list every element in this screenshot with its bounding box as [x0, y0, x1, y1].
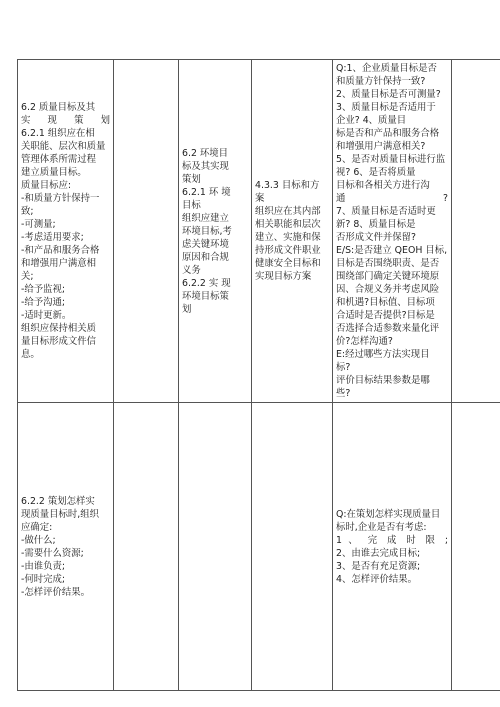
clause-line: 实现目标方案	[255, 271, 312, 282]
clause-line: 案	[255, 193, 265, 204]
question-line: 否选择合适参数来量化评	[336, 323, 440, 334]
question-line: 和质量方针保持一致?	[336, 76, 426, 87]
table-row	[18, 60, 500, 403]
clause-line: -由谁负责;	[21, 560, 66, 572]
clause-line: 建立、实施和保	[255, 232, 321, 243]
clause-line: 6.2.1 组织应在相	[21, 128, 95, 139]
clause-line: 持形成文件职业	[255, 245, 321, 256]
clause-line: 和增强用户满意相	[21, 258, 97, 269]
clause-line: 6.2.1 环 境	[182, 186, 231, 198]
empty-cell	[452, 403, 500, 691]
clause-line: 现质量目标时,组织	[21, 508, 99, 520]
clause-line: 义务	[182, 264, 201, 276]
question-line: 标?	[336, 362, 351, 373]
audit-checklist-table	[17, 59, 500, 691]
clause-line: 环境目标策	[182, 290, 229, 302]
clause-line: 6.2 环境目	[182, 147, 229, 159]
clause-line: -给予监视;	[21, 284, 66, 295]
clause-line: 组织应保持相关质	[21, 323, 97, 334]
empty-cell	[179, 403, 252, 691]
question-line: 价?怎样沟通?	[336, 336, 393, 347]
question-line: 因、合规义务并考虑风险	[336, 284, 440, 295]
empty-cell	[252, 403, 333, 691]
clause-line: -做什么;	[21, 534, 56, 546]
clause-line: 息。	[21, 349, 40, 360]
clause-line: 质量目标应:	[21, 180, 72, 191]
question-line: 2、质量目标是否可测量?	[336, 89, 441, 100]
question-line: 目标和各相关方进行沟	[336, 180, 430, 191]
clause-line: -需要什么资源;	[21, 547, 84, 559]
clause-line: 组织应在其内部	[255, 206, 321, 217]
question-line: 1 、 完 成 时 限 ;	[336, 534, 448, 546]
question-line: 评价目标结果参数是哪	[336, 375, 430, 386]
clause-line: -给予沟通;	[21, 297, 66, 308]
question-line: 视? 6、是否将质量	[336, 167, 416, 178]
question-line: 些?	[336, 388, 351, 399]
question-line: 2、由谁去完成目标;	[336, 547, 421, 559]
clause-line: 4.3.3 目标和方	[255, 180, 320, 191]
table-row	[18, 403, 500, 691]
ohsas-clause-cell	[252, 60, 333, 403]
question-line: Q:在策划怎样实现质量目	[336, 508, 441, 520]
question-line: 企业? 4、质量目	[336, 115, 407, 126]
question-line: 和增强用户满意相关?	[336, 141, 426, 152]
question-line: Q:1、企业质量目标是否	[336, 63, 437, 74]
clause-line: 建立质量目标。	[21, 167, 87, 178]
clause-line: -怎样评价结果。	[21, 586, 91, 598]
question-line: 围绕部门确定关键环境原	[336, 271, 440, 282]
clause-line: 应确定:	[21, 521, 53, 533]
question-line: E/S:是否建立 QEOH 目标,	[336, 245, 448, 256]
clause-line: -何时完成;	[21, 573, 66, 585]
question-line: 目标是否围绕职责、是否	[336, 258, 440, 269]
question-line: 5、是否对质量目标进行监	[336, 154, 446, 165]
question-line: 新? 8、质量目标是	[336, 219, 416, 230]
clause-line: 虑关键环境	[182, 238, 229, 250]
clause-line: 健康安全目标和	[255, 258, 321, 269]
clause-line: 标及其实现	[182, 160, 229, 172]
clause-line: 6.2 质量目标及其	[21, 102, 96, 113]
question-line: 标时,企业是否有考虑:	[336, 521, 427, 533]
clause-line: 相关职能和层次	[255, 219, 321, 230]
clause-line: 关职能、层次和质量	[21, 141, 106, 152]
clause-line: -考虑适用要求;	[21, 232, 84, 243]
question-line: 标是否和产品和服务合格	[336, 128, 440, 139]
clause-line: -可测量;	[21, 219, 56, 230]
question-line: 通 ?	[336, 193, 448, 204]
clause-line: 划	[182, 303, 192, 315]
clause-line: 致;	[21, 206, 34, 217]
clause-line: 组织应建立	[182, 212, 229, 224]
clause-line: 目标	[182, 199, 201, 211]
iso14001-clause-cell	[179, 60, 252, 403]
clause-line: 实 现 策 划	[21, 115, 110, 126]
iso9001-clause-cell	[18, 60, 114, 403]
clause-line: 量目标形成文件信	[21, 336, 97, 347]
question-line: 4、怎样评价结果。	[336, 573, 417, 585]
clause-line: 策划	[182, 173, 201, 185]
clause-line: -和质量方针保持一	[21, 193, 100, 204]
clause-line: 环境目标,考	[182, 225, 232, 237]
clause-line: 6.2.2 实 现	[182, 277, 231, 289]
clause-line: 关;	[21, 271, 34, 282]
clause-line: 6.2.2 策划怎样实	[21, 495, 95, 507]
iso9001-clause-cell	[18, 403, 114, 691]
question-line: 否形成文件并保留?	[336, 232, 416, 243]
question-line: 合适时是否提供?目标是	[336, 310, 435, 321]
question-line: 7、质量目标是否适时更	[336, 206, 436, 217]
question-line: 3、是否有充足资源;	[336, 560, 421, 572]
question-line: 和机遇?目标值、目标项	[336, 297, 435, 308]
empty-cell	[452, 60, 500, 403]
audit-questions-cell	[333, 60, 452, 403]
clause-line: 管理体系所需过程	[21, 154, 97, 165]
clause-line: -适时更新。	[21, 310, 72, 321]
clause-line: -和产品和服务合格	[21, 245, 100, 256]
question-line: E:经过哪些方法实现目	[336, 349, 430, 360]
empty-cell	[114, 60, 179, 403]
audit-questions-cell	[333, 403, 452, 691]
empty-cell	[114, 403, 179, 691]
clause-line: 原因和合规	[182, 251, 229, 263]
question-line: 3、质量目标是否适用于	[336, 102, 436, 113]
